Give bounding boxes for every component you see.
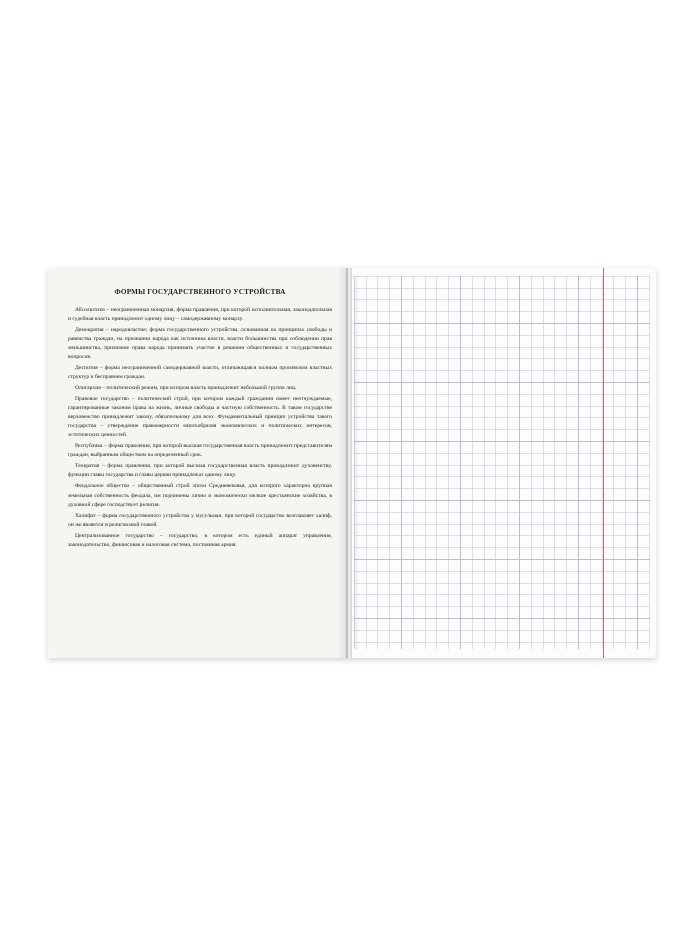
graph-paper-page — [348, 268, 656, 658]
page-margin-left — [348, 268, 354, 658]
definition-paragraph: Халифат – форма государственного устройства у мусульман, при которой государство возглавляет халиф, он же является и религиозной главой. — [68, 512, 332, 528]
definition-paragraph: Республика – форма правления, при которой высшая государственная власть принадлежит представителям граждан, выбранным обществом на определенный срок. — [68, 443, 332, 459]
definition-paragraph: Абсолютизм – неограниченная монархия, форма правления, при которой исполнительная, законодательная и судебная власть принадлежит одному лицу – самодержавному монарху. — [68, 306, 332, 322]
printed-reference-page — [48, 268, 348, 658]
red-margin-rule — [603, 268, 604, 658]
definition-paragraph: Деспотия – форма неограниченной самодержавной власти, отличающаяся полным произволом властных структур и бесправием граждан. — [68, 364, 332, 380]
page-margin-bottom — [348, 649, 656, 658]
page-margin-top — [348, 268, 656, 276]
open-notebook — [48, 268, 656, 658]
page-margin-right — [650, 268, 656, 658]
page-title: ФОРМЫ ГОСУДАРСТВЕННОГО УСТРОЙСТВА — [114, 288, 286, 296]
definition-paragraph: Демократия – народовластие; форма государственного устройства, основанная на принципах свободы и равенства граждан, на признании народа как источника власти, власти большинства при соблюдении прав меньшинства, признание права народа принимать участие в решении общественных и государственных вопросов. — [68, 326, 332, 360]
definition-paragraph: Феодальное общество – общественный строй эпохи Средневековья, для которого характерна крупная земельная собственность феодала, им подчинены лично и экономически мелкие крестьянские хозяйства, в духовной сфере господствует религия. — [68, 483, 332, 508]
definition-paragraph: Централизованное государство – государство, в котором есть единый аппарат управления, законодательство, финансовая и налоговая система, постоянная армия. — [68, 532, 332, 548]
definition-paragraph: Теократия – форма правления, при которой высшая государственная власть принадлежит духовенству, функции главы государства и главы церкви принадлежат одному лицу. — [68, 463, 332, 479]
definition-paragraph: Олигархия – политический режим, при котором власть принадлежит небольшой группе лиц. — [75, 385, 297, 392]
definition-paragraph: Правовое государство – политический строй, при котором каждый гражданин имеет неотчуждаемые, гарантированные законом права на жизнь, личные свободы и частную собственность. В таком государстве верховенство принадлежит закону, обязательному для всех. Фундаментальный принцип устройства такого государства – утверждение правомерности многообразия экономических и политических интересов, эстетических ценностей. — [68, 396, 332, 439]
